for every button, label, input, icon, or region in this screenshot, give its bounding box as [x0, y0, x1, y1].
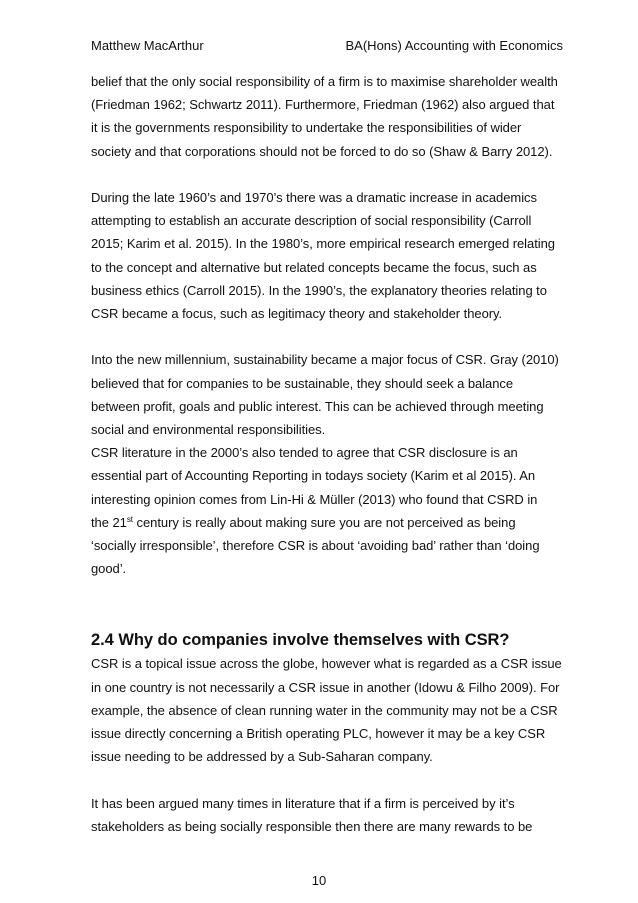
text-line: social and environmental responsibilities.: [91, 422, 326, 438]
text-line: to the concept and alternative but related concepts became the focus, such as: [91, 259, 537, 275]
text-line: CSR is a topical issue across the globe, however what is regarded as a CSR issue: [91, 656, 562, 672]
superscript-st: st: [126, 514, 133, 524]
text-line: issue directly concerning a British operating PLC, however it may be a key CSR: [91, 726, 546, 742]
text-line: good’.: [91, 561, 127, 577]
text-line: stakeholders as being socially responsible then there are many rewards to be: [91, 818, 533, 834]
text-line: attempting to establish an accurate description of social responsibility (Carroll: [91, 213, 532, 229]
paragraph-1: [91, 70, 571, 163]
paragraph-6: [91, 792, 571, 838]
text-line: century is really about making sure you are not perceived as being: [132, 514, 516, 530]
header-course: BA(Hons) Accounting with Economics: [345, 38, 563, 53]
text-line: essential part of Accounting Reporting in todays society (Karim et al 2015). An: [91, 468, 536, 484]
text-line: business ethics (Carroll 2015). In the 1990’s, the explanatory theories relating to: [91, 282, 547, 298]
text-line: it is the governments responsibility to undertake the responsibilities of wider: [91, 120, 522, 136]
paragraph-4: [91, 441, 571, 580]
text-line: (Friedman 1962; Schwartz 2011). Furthermore, Friedman (1962) also argued that: [91, 97, 555, 113]
paragraph-2: [91, 186, 571, 325]
text-line: During the late 1960’s and 1970’s there was a dramatic increase in academics: [91, 190, 537, 205]
header-author: Matthew MacArthur: [91, 38, 204, 53]
text-line: between profit, goals and public interest. This can be achieved through meeting: [91, 398, 544, 414]
text-line: CSR literature in the 2000’s also tended to agree that CSR disclosure is an: [91, 445, 518, 461]
body-text: [91, 70, 571, 838]
text-line: believed that for companies to be sustainable, they should seek a balance: [91, 375, 514, 391]
page-header: [91, 38, 563, 56]
text-line: issue needing to be addressed by a Sub-Saharan company.: [91, 749, 433, 765]
text-line: society and that corporations should not be forced to do so (Shaw & Barry 2012).: [91, 143, 553, 159]
text-line: belief that the only social responsibility of a firm is to maximise shareholder wealth: [91, 74, 558, 89]
text-line: Into the new millennium, sustainability became a major focus of CSR. Gray (2010): [91, 352, 559, 368]
text-line: 2015; Karim et al. 2015). In the 1980’s, more empirical research emerged relating: [91, 236, 555, 252]
text-line: in one country is not necessarily a CSR issue in another (Idowu & Filho 2009). For: [91, 679, 560, 695]
text-line: the 21: [91, 514, 127, 530]
text-line: interesting opinion comes from Lin-Hi & Müller (2013) who found that CSRD in: [91, 491, 538, 507]
text-line: It has been argued many times in literature that if a firm is perceived by it’s: [91, 795, 515, 811]
text-line: CSR became a focus, such as legitimacy theory and stakeholder theory.: [91, 306, 503, 322]
paragraph-5: [91, 652, 571, 768]
text-line: ‘socially irresponsible’, therefore CSR is about ‘avoiding bad’ rather than ‘doing: [91, 538, 540, 554]
page-number: 10: [311, 873, 327, 888]
text-line: example, the absence of clean running water in the community may not be a CSR: [91, 702, 558, 718]
section-heading: 2.4 Why do companies involve themselves with CSR?: [91, 631, 510, 650]
paragraph-3: [91, 348, 571, 441]
